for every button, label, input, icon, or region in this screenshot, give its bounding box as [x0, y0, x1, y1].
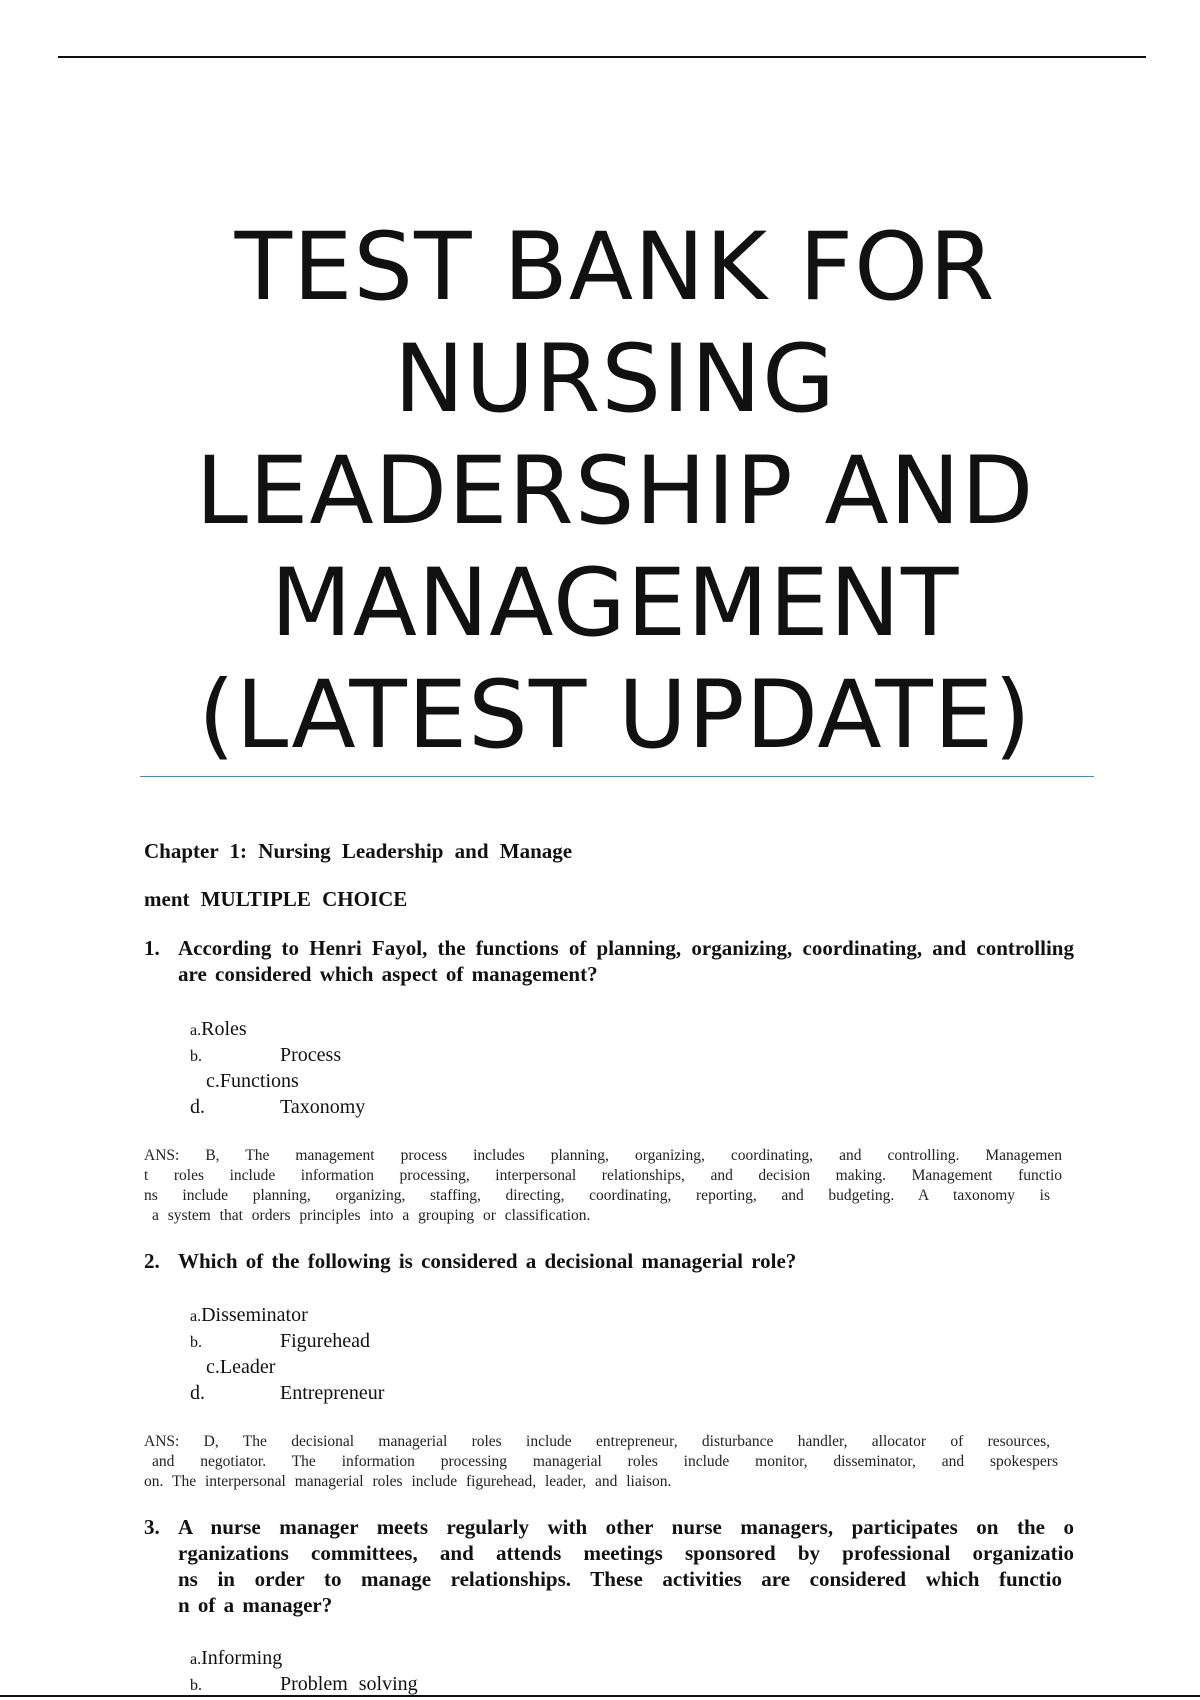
option-b-text: Problem solving: [280, 1673, 418, 1695]
option-text: Informing: [201, 1647, 283, 1669]
title-line-5: (LATEST UPDATE): [198, 661, 1032, 770]
answer-explanation-2: [144, 1432, 1062, 1492]
option-d-text: Entrepreneur: [280, 1382, 385, 1404]
answer-line: a system that orders principles into a grouping or classification.: [152, 1207, 591, 1224]
chapter-heading-continued: ment MULTIPLE CHOICE: [144, 887, 408, 911]
option-text: Leader: [219, 1356, 276, 1378]
answer-line: and negotiator. The information processing managerial roles include monitor, disseminator, and spokespers: [152, 1453, 1058, 1470]
top-rule: [58, 56, 1146, 58]
option-letter: d.: [190, 1096, 205, 1118]
answer-line: t roles include information processing, interpersonal relationships, and decision making. Management functio: [144, 1167, 1062, 1184]
option-letter: c.: [206, 1070, 220, 1092]
answer-line: ANS: B, The management process includes planning, organizing, coordinating, and controlling. Managemen: [144, 1147, 1062, 1164]
option-text: Functions: [219, 1070, 299, 1092]
option-c: [206, 1355, 275, 1379]
option-letter: a.: [190, 1022, 202, 1039]
option-letter: c.: [206, 1356, 220, 1378]
option-text: Roles: [201, 1018, 247, 1040]
title-line-2: NURSING: [394, 325, 836, 434]
question-1: [144, 935, 1074, 987]
option-letter: d.: [190, 1382, 205, 1404]
option-letter: a.: [190, 1308, 202, 1325]
option-letter: b.: [190, 1048, 202, 1065]
bottom-rule: [0, 1695, 1200, 1697]
answer-line: on. The interpersonal managerial roles include figurehead, leader, and liaison.: [144, 1473, 672, 1490]
option-a: [190, 1646, 282, 1672]
question-text-line: A nurse manager meets regularly with other nurse managers, participates on the o: [178, 1515, 1074, 1539]
question-text: Which of the following is considered a decisional managerial role?: [178, 1249, 797, 1273]
option-c: [206, 1069, 299, 1093]
option-b: [190, 1329, 202, 1355]
option-b-text: Figurehead: [280, 1330, 370, 1352]
document-title: [70, 212, 1160, 772]
option-letter: a.: [190, 1651, 202, 1668]
option-text: Disseminator: [201, 1304, 308, 1326]
question-2: [144, 1248, 1074, 1274]
title-underline: [140, 776, 1094, 777]
answer-explanation-1: [144, 1146, 1062, 1226]
title-line-3: LEADERSHIP AND: [195, 437, 1035, 546]
option-d: [190, 1095, 205, 1119]
option-d-text: Taxonomy: [280, 1096, 366, 1118]
question-3: [144, 1514, 1074, 1618]
option-letter: b.: [190, 1677, 202, 1694]
question-number: 2.: [144, 1249, 160, 1273]
chapter-heading: Chapter 1: Nursing Leadership and Manage: [144, 839, 573, 863]
answer-line: ns include planning, organizing, staffing, directing, coordinating, reporting, and budgeting. A taxonomy is: [144, 1187, 1050, 1204]
title-line-4: MANAGEMENT: [270, 549, 960, 658]
option-a: [190, 1017, 247, 1043]
question-number: 3.: [144, 1515, 160, 1539]
question-text-line: rganizations committees, and attends meetings sponsored by professional organizatio: [178, 1541, 1074, 1565]
option-letter: b.: [190, 1334, 202, 1351]
option-b: [190, 1043, 202, 1069]
question-number: 1.: [144, 936, 160, 960]
question-text: According to Henri Fayol, the functions of planning, organizing, coordinating, and controlling are considered which aspect of management?: [178, 936, 1074, 986]
option-a: [190, 1303, 308, 1329]
question-text-line: ns in order to manage relationships. These activities are considered which functio: [178, 1567, 1062, 1591]
title-line-1: TEST BANK FOR: [234, 213, 996, 322]
question-text-line: n of a manager?: [178, 1593, 333, 1617]
answer-line: ANS: D, The decisional managerial roles include entrepreneur, disturbance handler, allocator of resources,: [144, 1433, 1050, 1450]
option-b-text: Process: [280, 1044, 342, 1066]
option-d: [190, 1381, 205, 1405]
